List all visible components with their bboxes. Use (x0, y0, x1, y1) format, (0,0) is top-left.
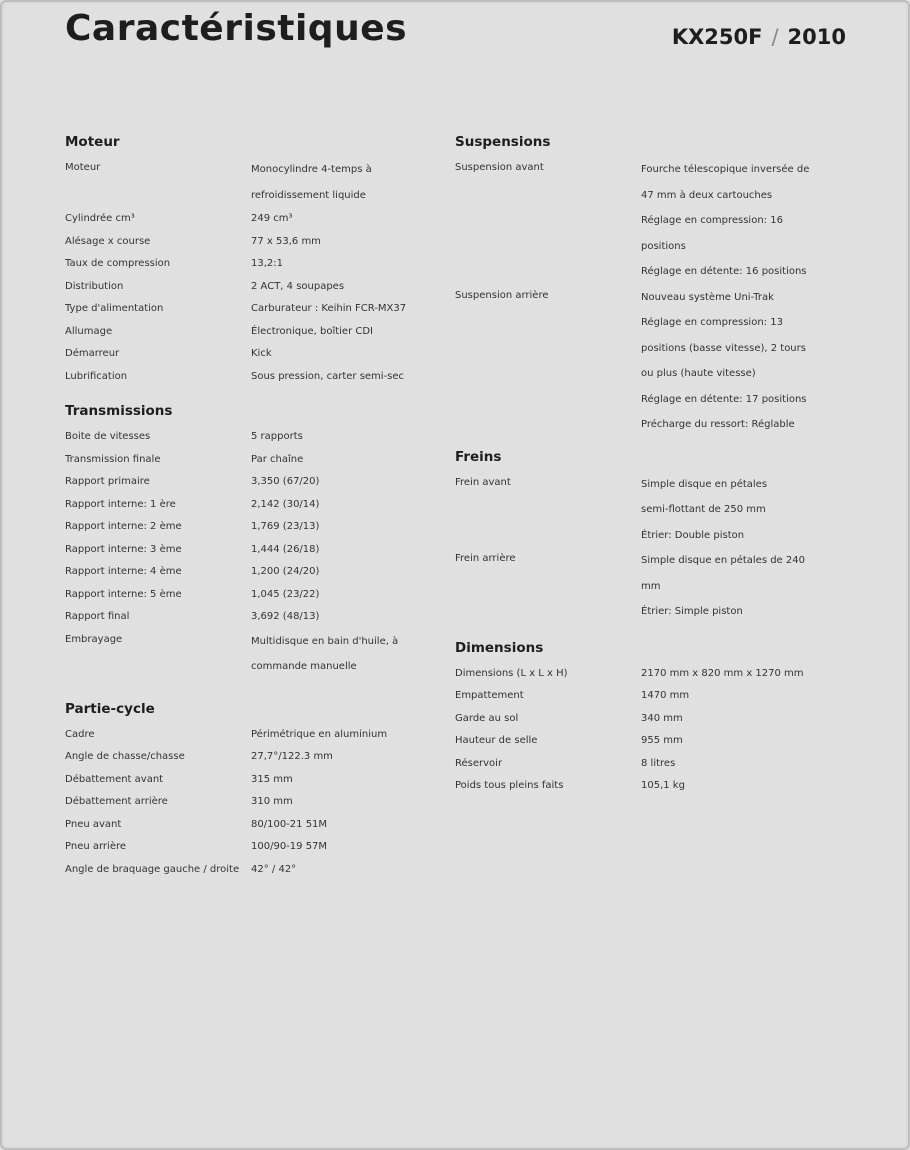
spec-value (251, 231, 425, 254)
spec-label: Démarreur (65, 348, 120, 359)
spec-value-line: refroidissement liquide (251, 189, 366, 201)
spec-label: Type d'alimentation (65, 303, 164, 314)
spec-value-line: 3,350 (67/20) (251, 476, 320, 487)
spec-value (251, 298, 425, 321)
spec-value-line: Sous pression, carter semi-sec (251, 370, 405, 382)
spec-row (65, 746, 425, 769)
spec-label: Rapport interne: 4 ème (65, 566, 182, 577)
model-year: 2010 (787, 25, 846, 49)
spec-value-line: Nouveau système Uni-Trak (641, 291, 774, 303)
spec-value-line: Étrier: Simple piston (641, 606, 743, 617)
spec-value (641, 472, 835, 549)
spec-value (251, 836, 425, 859)
section-title: Partie-cycle (65, 700, 155, 717)
spec-value (251, 494, 425, 517)
spec-row (455, 663, 835, 686)
spec-value-line: Par chaîne (251, 453, 304, 465)
spec-label: Hauteur de selle (455, 735, 538, 746)
spec-value-line: 1,200 (24/20) (251, 566, 320, 577)
spec-value-line: 249 cm³ (251, 213, 293, 224)
spec-label: Frein avant (455, 476, 511, 488)
model-separator: / (771, 25, 779, 49)
spec-row (65, 343, 425, 366)
spec-value-line: 2170 mm x 820 mm x 1270 mm (641, 667, 804, 679)
spec-row (455, 730, 835, 753)
spec-row (455, 157, 835, 285)
spec-value-line: Réglage en compression: 13 (641, 317, 783, 328)
spec-value-line: 3,692 (48/13) (251, 611, 320, 622)
spec-section (455, 131, 835, 438)
spec-value (251, 449, 425, 472)
spec-value-line: 42° / 42° (251, 863, 297, 875)
spec-row (65, 426, 425, 449)
spec-row (65, 157, 425, 208)
spec-label: Angle de braquage gauche / droite (65, 863, 240, 875)
section-title: Transmissions (65, 403, 173, 419)
spec-value (251, 584, 425, 607)
spec-label: Rapport interne: 1 ère (65, 498, 176, 510)
left-column (65, 131, 425, 893)
spec-row (65, 769, 425, 792)
spec-value-line: 47 mm à deux cartouches (641, 189, 773, 201)
spec-label: Angle de chasse/chasse (65, 751, 185, 762)
spec-value-line: Fourche télescopique inversée de (641, 164, 810, 175)
spec-row (65, 231, 425, 254)
spec-row (455, 708, 835, 731)
spec-label: Boite de vitesses (65, 431, 151, 442)
spec-row (65, 208, 425, 231)
spec-label: Frein arrière (455, 553, 516, 564)
spec-row (65, 449, 425, 472)
spec-value (251, 606, 425, 629)
spec-value (251, 539, 425, 562)
spec-value-line: 77 x 53,6 mm (251, 235, 321, 247)
spec-label: Garde au sol (455, 712, 519, 724)
spec-row (65, 836, 425, 859)
spec-value-line: 1470 mm (641, 690, 690, 701)
spec-value-line: Précharge du ressort: Réglable (641, 419, 795, 430)
spec-value-line: positions (basse vitesse), 2 tours (641, 342, 806, 354)
spec-value-line: Réglage en détente: 17 positions (641, 393, 807, 405)
spec-label: Rapport final (65, 611, 130, 622)
spec-value (251, 746, 425, 769)
spec-value (641, 775, 835, 798)
spec-label: Débattement arrière (65, 796, 168, 807)
spec-value (641, 157, 835, 285)
spec-value-line: 340 mm (641, 712, 683, 724)
spec-row (455, 775, 835, 798)
spec-value (251, 769, 425, 792)
spec-row (65, 629, 425, 680)
spec-row (65, 859, 425, 882)
spec-value-line: Simple disque en pétales (641, 478, 768, 490)
spec-value (641, 663, 835, 686)
spec-label: Débattement avant (65, 773, 164, 785)
spec-label: Rapport interne: 2 ème (65, 521, 182, 532)
spec-value (251, 276, 425, 299)
section-title: Dimensions (455, 639, 544, 656)
spec-value-line: 955 mm (641, 735, 683, 746)
spec-value (251, 561, 425, 584)
spec-value-line: 1,444 (26/18) (251, 543, 320, 555)
spec-value-line: Réglage en compression: 16 (641, 215, 783, 226)
spec-label: Réservoir (455, 757, 503, 769)
spec-value-line: 100/90-19 57M (251, 841, 328, 852)
spec-label: Pneu avant (65, 818, 122, 830)
spec-section (65, 400, 425, 680)
spec-value-line: 105,1 kg (641, 780, 685, 791)
spec-value (251, 208, 425, 231)
spec-label: Rapport interne: 3 ème (65, 543, 182, 555)
section-title: Suspensions (455, 134, 551, 150)
spec-label: Embrayage (65, 633, 123, 645)
spec-value (641, 753, 835, 776)
spec-value-line: Électronique, boîtier CDI (251, 325, 374, 337)
spec-row (455, 753, 835, 776)
spec-label: Empattement (455, 690, 524, 701)
spec-label: Alésage x course (65, 235, 151, 247)
spec-value-line: 5 rapports (251, 431, 303, 442)
spec-row (65, 724, 425, 747)
spec-label: Cadre (65, 728, 95, 740)
spec-value-line: Multidisque en bain d'huile, à (251, 635, 399, 647)
spec-value-line: Périmétrique en aluminium (251, 728, 388, 740)
spec-value-line: semi-flottant de 250 mm (641, 504, 766, 515)
spec-label: Rapport primaire (65, 476, 150, 487)
spec-value-line: positions (641, 240, 686, 252)
spec-value (641, 730, 835, 753)
spec-label: Distribution (65, 280, 124, 292)
spec-value-line: 13,2:1 (251, 258, 283, 269)
spec-value-line: ou plus (haute vitesse) (641, 368, 756, 379)
spec-section (455, 446, 835, 625)
spec-value-line: 315 mm (251, 773, 293, 785)
spec-section (65, 698, 425, 882)
spec-label: Moteur (65, 162, 101, 173)
spec-value-line: Carburateur : Keihin FCR-MX37 (251, 303, 407, 314)
spec-row (65, 494, 425, 517)
spec-value-line: Kick (251, 348, 272, 359)
spec-value-line: commande manuelle (251, 661, 357, 672)
spec-value (251, 321, 425, 344)
spec-value (641, 708, 835, 731)
model-year-header (672, 25, 846, 49)
spec-label: Poids tous pleins faits (455, 780, 564, 791)
spec-value-line: 2,142 (30/14) (251, 498, 320, 510)
spec-row (65, 791, 425, 814)
spec-row (65, 321, 425, 344)
spec-row (65, 276, 425, 299)
spec-value (251, 859, 425, 882)
spec-value (251, 516, 425, 539)
spec-value (251, 814, 425, 837)
spec-row (455, 472, 835, 549)
spec-value-line: 27,7°/122.3 mm (251, 751, 333, 762)
spec-label: Transmission finale (65, 453, 161, 465)
spec-section (65, 131, 425, 388)
section-title: Freins (455, 448, 502, 465)
spec-row (455, 285, 835, 438)
spec-label: Lubrification (65, 370, 128, 382)
spec-row (455, 685, 835, 708)
spec-value-line: Monocylindre 4-temps à (251, 164, 372, 175)
spec-value-line: Étrier: Double piston (641, 529, 745, 541)
spec-value (641, 685, 835, 708)
spec-label: Cylindrée cm³ (65, 213, 135, 224)
spec-value-line: 1,045 (23/22) (251, 588, 320, 600)
spec-row (65, 253, 425, 276)
spec-value (251, 724, 425, 747)
spec-row (65, 814, 425, 837)
spec-row (65, 366, 425, 389)
spec-row (65, 298, 425, 321)
spec-value (641, 548, 835, 625)
spec-value (251, 791, 425, 814)
right-column (455, 131, 835, 810)
spec-value-line: mm (641, 580, 661, 592)
spec-value (251, 253, 425, 276)
spec-label: Suspension arrière (455, 289, 549, 301)
spec-row (455, 548, 835, 625)
spec-label: Suspension avant (455, 162, 544, 173)
spec-value (251, 426, 425, 449)
spec-row (65, 606, 425, 629)
spec-value-line: 8 litres (641, 757, 676, 769)
spec-label: Dimensions (L x L x H) (455, 667, 568, 679)
spec-label: Pneu arrière (65, 841, 127, 852)
spec-row (65, 561, 425, 584)
spec-row (65, 471, 425, 494)
spec-value (251, 157, 425, 208)
spec-label: Taux de compression (65, 258, 171, 269)
spec-value-line: Réglage en détente: 16 positions (641, 266, 807, 277)
spec-value (251, 629, 425, 680)
spec-value-line: 80/100-21 51M (251, 818, 328, 830)
page-title: Caractéristiques (65, 8, 408, 49)
model-name: KX250F (671, 25, 763, 49)
spec-value (641, 285, 835, 438)
spec-label: Allumage (65, 325, 113, 337)
spec-value-line: 310 mm (251, 796, 293, 807)
spec-label: Rapport interne: 5 ème (65, 588, 182, 600)
spec-row (65, 539, 425, 562)
spec-value (251, 471, 425, 494)
spec-value-line: Simple disque en pétales de 240 (641, 555, 805, 566)
spec-value (251, 366, 425, 389)
spec-value (251, 343, 425, 366)
section-title: Moteur (65, 134, 120, 150)
spec-row (65, 516, 425, 539)
spec-value-line: 1,769 (23/13) (251, 521, 320, 532)
spec-section (455, 637, 835, 798)
spec-value-line: 2 ACT, 4 soupapes (251, 280, 345, 292)
spec-row (65, 584, 425, 607)
